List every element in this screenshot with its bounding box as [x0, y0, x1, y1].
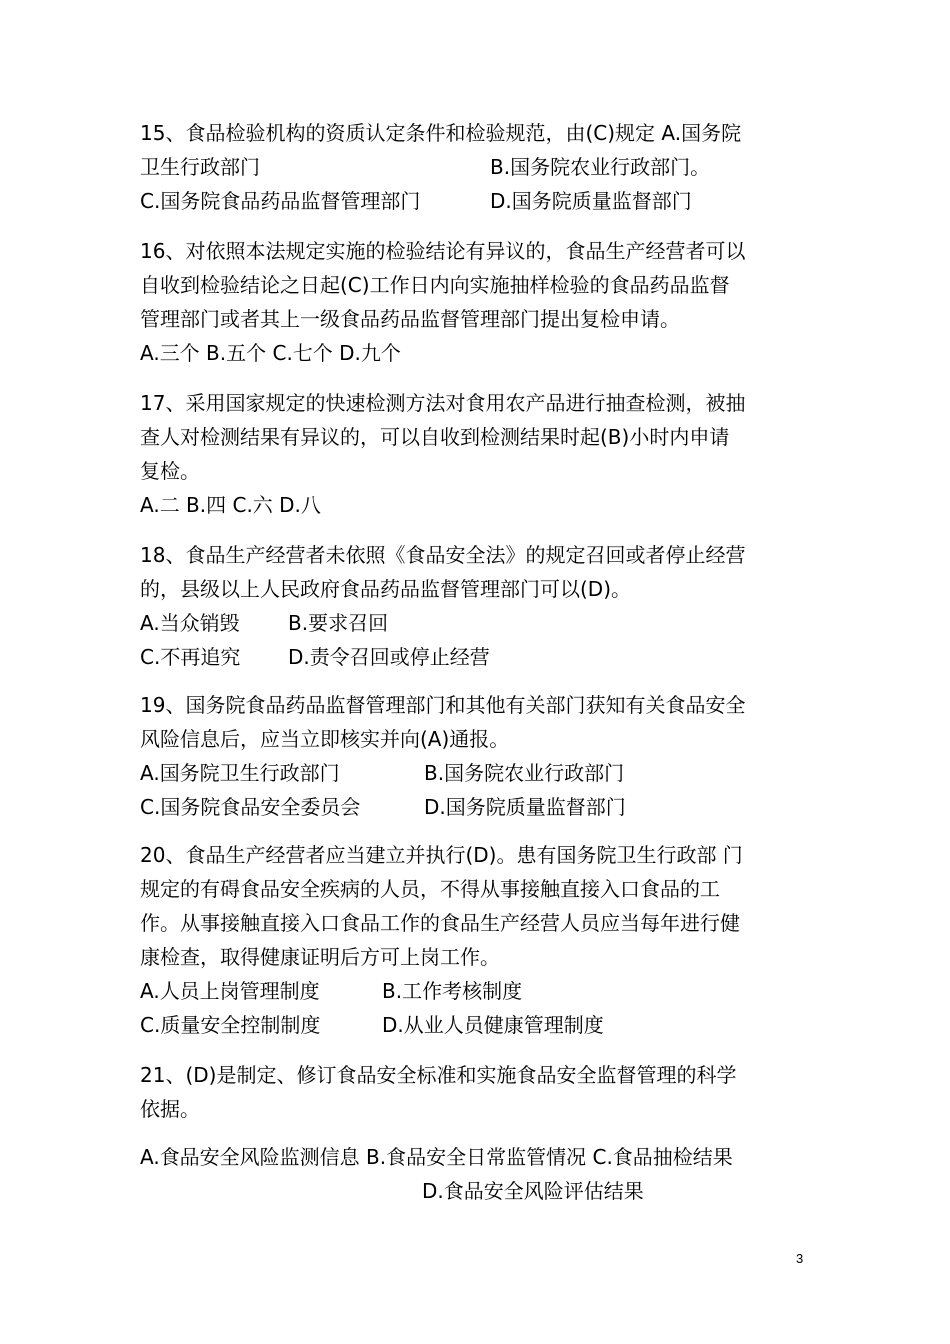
- option-d: D.食品安全风险评估结果: [422, 1179, 644, 1203]
- option-b: B.工作考核制度: [382, 979, 523, 1003]
- option-b: B.要求召回: [288, 611, 389, 635]
- question-19: [140, 688, 820, 824]
- question-20: [140, 838, 820, 1042]
- options-line: A.三个 B.五个 C.七个 D.九个: [140, 341, 401, 365]
- option-d: D.国务院质量监督部门: [424, 795, 626, 819]
- option-c: C.国务院食品药品监督管理部门: [140, 189, 421, 213]
- option-a: A.国务院卫生行政部门: [140, 761, 340, 785]
- option-b: B.国务院农业行政部门。: [490, 155, 711, 179]
- question-17: [140, 386, 820, 522]
- option-c: C.质量安全控制制度: [140, 1013, 321, 1037]
- option-a: A.人员上岗管理制度: [140, 979, 320, 1003]
- question-line: 管理部门或者其上一级食品药品监督管理部门提出复检申请。: [140, 307, 680, 331]
- options-row: [140, 1008, 820, 1042]
- question-line: 的，县级以上人民政府食品药品监督管理部门可以(D)。: [140, 577, 632, 601]
- question-16: [140, 234, 820, 370]
- page-number: 3: [796, 1251, 804, 1266]
- option-c: C.国务院食品安全委员会: [140, 795, 361, 819]
- question-line: 20、食品生产经营者应当建立并执行(D)。患有国务院卫生行政部 门: [140, 843, 743, 867]
- option-a: A.当众销毁: [140, 611, 240, 635]
- option-d: D.国务院质量监督部门: [490, 189, 692, 213]
- options-row: [140, 790, 820, 824]
- options-row: [140, 974, 820, 1008]
- question-line: 规定的有碍食品安全疾病的人员，不得从事接触直接入口食品的工: [140, 877, 720, 901]
- question-line: 复检。: [140, 459, 200, 483]
- question-line: 17、采用国家规定的快速检测方法对食用农产品进行抽查检测，被抽: [140, 391, 746, 415]
- option-b: B.国务院农业行政部门: [424, 761, 625, 785]
- option-d: D.责令召回或停止经营: [288, 645, 490, 669]
- question-21: [140, 1058, 820, 1126]
- question-18: [140, 538, 820, 674]
- question-21-options: [140, 1140, 820, 1208]
- options-row: [140, 756, 820, 790]
- question-line: 自收到检验结论之日起(C)工作日内向实施抽样检验的食品药品监督: [140, 273, 730, 297]
- question-line: 卫生行政部门: [140, 155, 260, 179]
- question-line: 康检查，取得健康证明后方可上岗工作。: [140, 945, 500, 969]
- options-row: [140, 606, 820, 640]
- question-line: 19、国务院食品药品监督管理部门和其他有关部门获知有关食品安全: [140, 693, 746, 717]
- question-line: 风险信息后，应当立即核实并向(A)通报。: [140, 727, 510, 751]
- question-line: 依据。: [140, 1097, 200, 1121]
- question-line: 18、食品生产经营者未依照《食品安全法》的规定召回或者停止经营: [140, 543, 746, 567]
- options-row: [140, 184, 820, 218]
- question-line: 作。从事接触直接入口食品工作的食品生产经营人员应当每年进行健: [140, 911, 740, 935]
- options-line: A.二 B.四 C.六 D.八: [140, 493, 321, 517]
- options-line: A.食品安全风险监测信息 B.食品安全日常监管情况 C.食品抽检结果: [140, 1145, 733, 1169]
- question-line: 查人对检测结果有异议的，可以自收到检测结果时起(B)小时内申请: [140, 425, 730, 449]
- question-line: 15、食品检验机构的资质认定条件和检验规范，由(C)规定 A.国务院: [140, 121, 742, 145]
- options-row: [140, 1174, 820, 1208]
- option-d: D.从业人员健康管理制度: [382, 1013, 604, 1037]
- question-line: 21、(D)是制定、修订食品安全标准和实施食品安全监督管理的科学: [140, 1063, 737, 1087]
- question-line: 16、对依照本法规定实施的检验结论有异议的，食品生产经营者可以: [140, 239, 746, 263]
- options-row: [140, 640, 820, 674]
- question-15: [140, 116, 820, 218]
- option-c: C.不再追究: [140, 645, 241, 669]
- question-line-with-option: [140, 150, 820, 184]
